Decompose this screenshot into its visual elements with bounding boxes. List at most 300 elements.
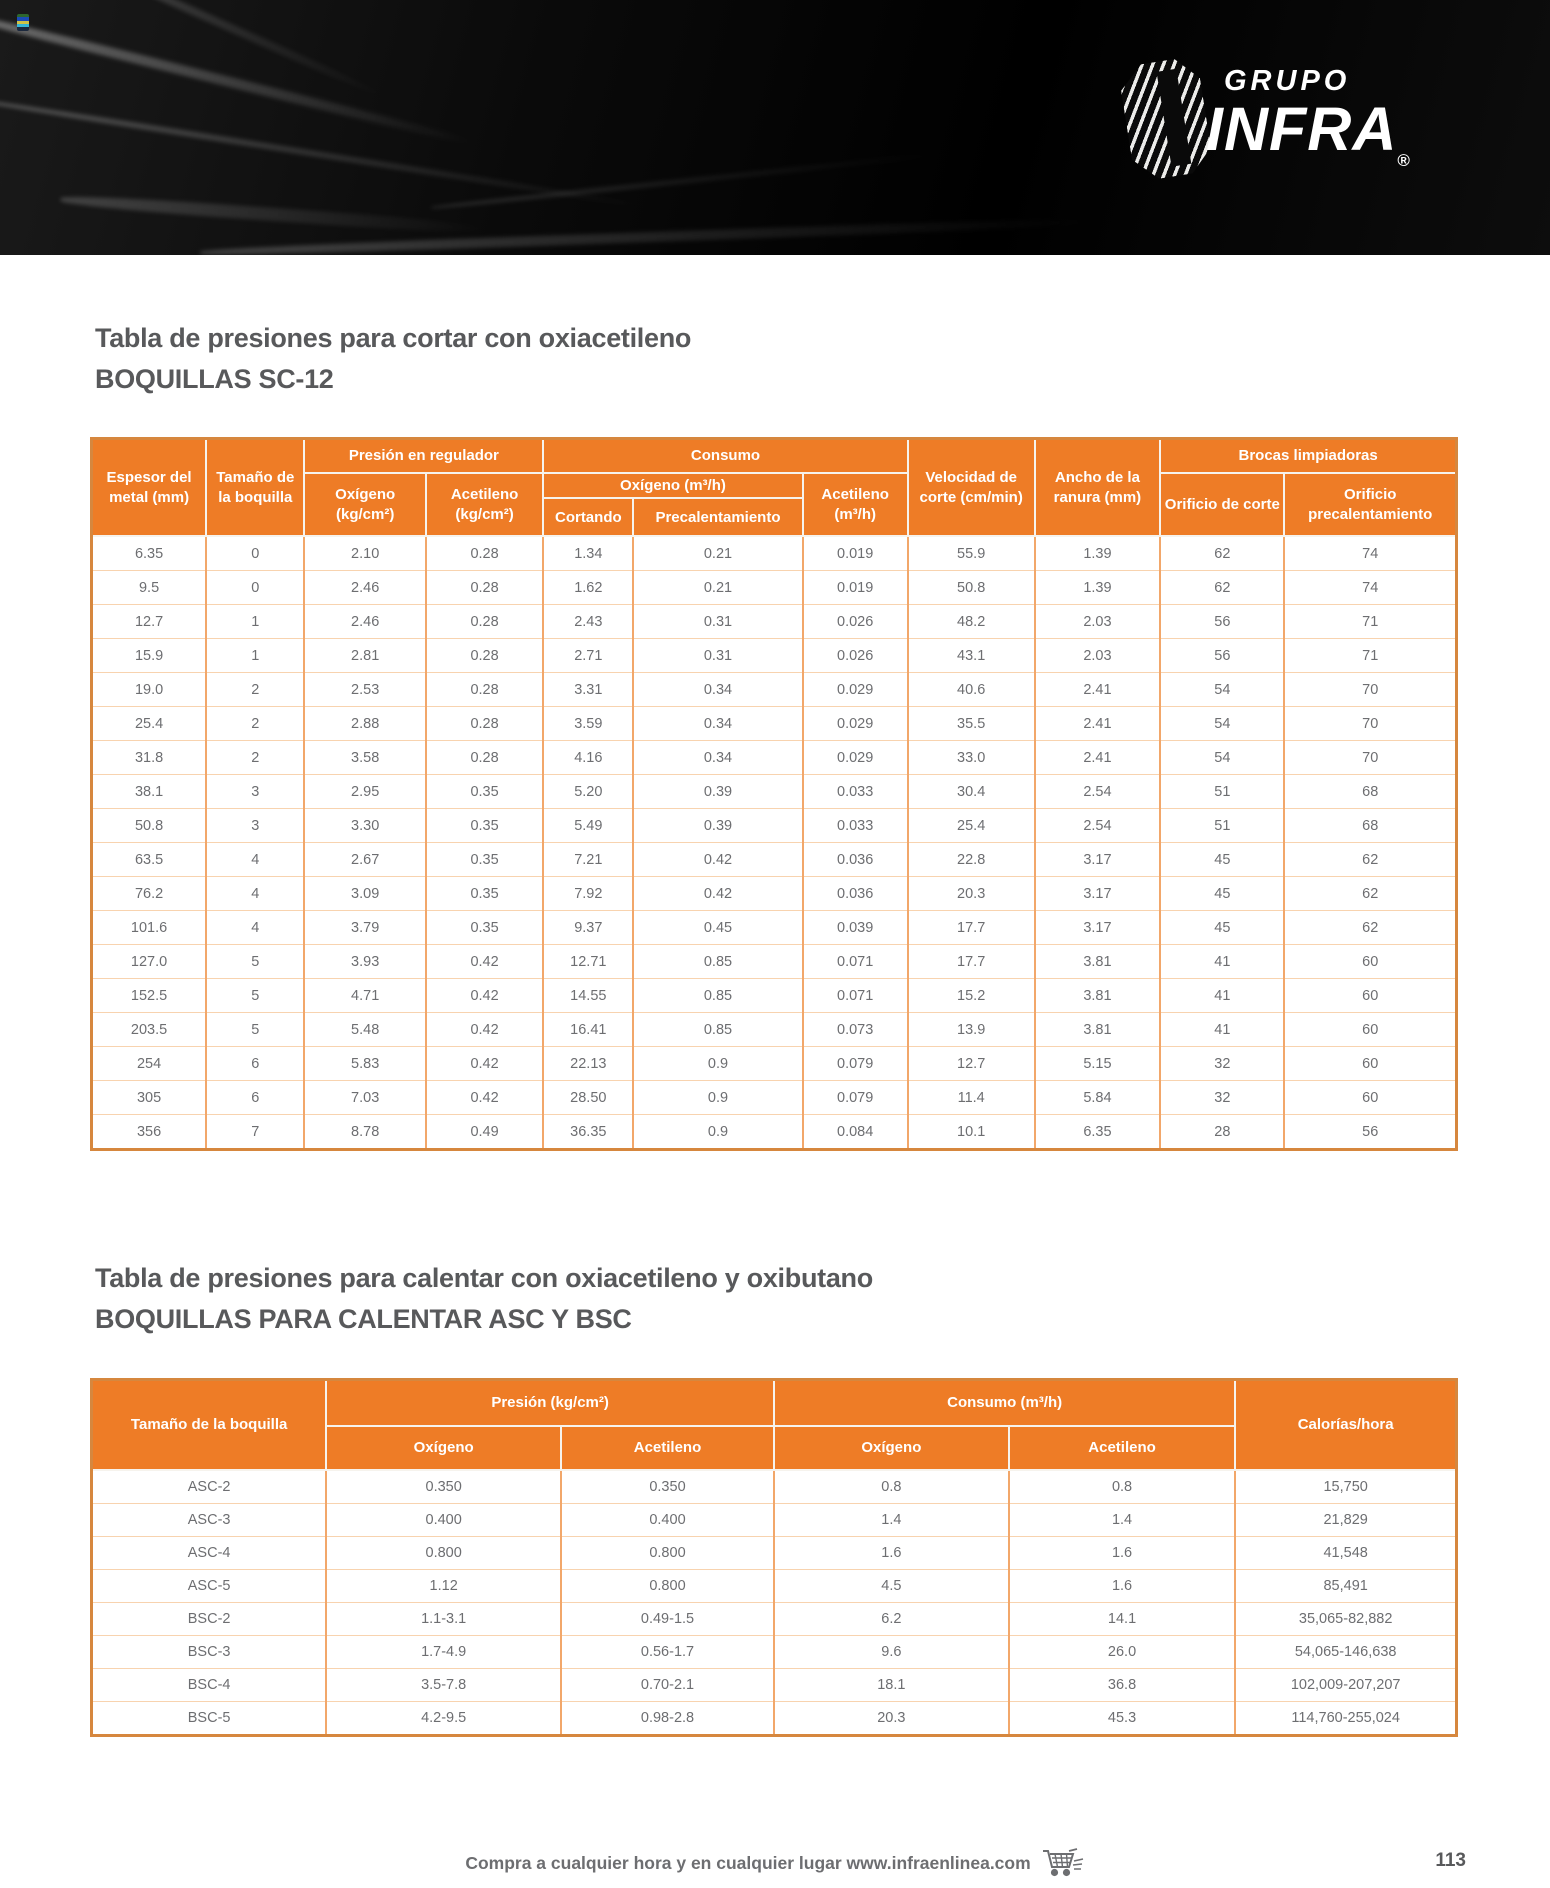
table-cell: 0.85 (633, 1013, 802, 1047)
table-cell: 1.4 (774, 1504, 1009, 1537)
table-cell: 45 (1160, 911, 1284, 945)
table-cell: 41,548 (1235, 1537, 1456, 1570)
header-espesor-del-metal: Espesor del metal (mm) (92, 439, 207, 537)
table-cell: 2.88 (304, 707, 425, 741)
table-cell: 0.49-1.5 (561, 1603, 774, 1636)
table-cell: 0 (206, 536, 304, 571)
table-cell: 127.0 (92, 945, 207, 979)
table-cell: 0.35 (426, 809, 543, 843)
table-cell: 15.2 (908, 979, 1035, 1013)
logo-infra-text (1206, 95, 1410, 170)
header-oxigeno-presion: Oxígeno (326, 1426, 561, 1470)
table-cell: 5.15 (1035, 1047, 1161, 1081)
table-cell: 0.70-2.1 (561, 1669, 774, 1702)
table-cell: 7 (206, 1115, 304, 1150)
table-cell: 3.59 (543, 707, 633, 741)
table-cell: 35,065-82,882 (1235, 1603, 1456, 1636)
header-presion-kg: Presión (kg/cm²) (326, 1380, 774, 1427)
table-cell: 3.5-7.8 (326, 1669, 561, 1702)
table-cell: 2.46 (304, 605, 425, 639)
table-cell: 0.026 (803, 605, 908, 639)
table-cell: 11.4 (908, 1081, 1035, 1115)
table-cell: 4 (206, 911, 304, 945)
table-cell: 32 (1160, 1047, 1284, 1081)
table-cell: 102,009-207,207 (1235, 1669, 1456, 1702)
header-brocas-limpiadoras: Brocas limpiadoras (1160, 439, 1456, 474)
table-cell: 41 (1160, 1013, 1284, 1047)
table-cell: 7.03 (304, 1081, 425, 1115)
table-cell: 1.12 (326, 1570, 561, 1603)
table-cell: 70 (1284, 741, 1456, 775)
table-cell: 41 (1160, 979, 1284, 1013)
header-consumo: Consumo (543, 439, 907, 474)
banner-streak (431, 151, 949, 210)
table-cell: 0.28 (426, 571, 543, 605)
table-cell: 5 (206, 945, 304, 979)
table-cell: 0.019 (803, 536, 908, 571)
table-cell: 62 (1284, 877, 1456, 911)
table-cell: ASC-5 (92, 1570, 327, 1603)
table-row (92, 979, 1457, 1013)
header-acetileno-m3: Acetileno (m³/h) (803, 473, 908, 536)
table-cell: 17.7 (908, 945, 1035, 979)
table-cell: 25.4 (908, 809, 1035, 843)
table-cell: 9.6 (774, 1636, 1009, 1669)
table-cell: 0.8 (774, 1470, 1009, 1504)
table-cell: 9.37 (543, 911, 633, 945)
table-cell: 55.9 (908, 536, 1035, 571)
table-cell: 0.28 (426, 536, 543, 571)
table-cell: 0.800 (326, 1537, 561, 1570)
header-oxigeno-consumo: Oxígeno (774, 1426, 1009, 1470)
header-consumo-m3: Consumo (m³/h) (774, 1380, 1235, 1427)
table-cell: 2.54 (1035, 775, 1161, 809)
section1-title-line1: Tabla de presiones para cortar con oxiacetileno (95, 323, 692, 353)
table-cell: 2.95 (304, 775, 425, 809)
table-cell: 21,829 (1235, 1504, 1456, 1537)
table-cell: 3.17 (1035, 843, 1161, 877)
table-cell: 0.28 (426, 741, 543, 775)
table-cell: 2.67 (304, 843, 425, 877)
header-presion-regulador: Presión en regulador (304, 439, 543, 474)
header-orificio-corte: Orificio de corte (1160, 473, 1284, 536)
table-cell: 54,065-146,638 (1235, 1636, 1456, 1669)
table-row (92, 639, 1457, 673)
table-cell: BSC-5 (92, 1702, 327, 1736)
table-cell: 6.35 (92, 536, 207, 571)
table-cell: 50.8 (908, 571, 1035, 605)
table-cell: 0.98-2.8 (561, 1702, 774, 1736)
table-cell: 203.5 (92, 1013, 207, 1047)
table-cell: 74 (1284, 571, 1456, 605)
table-cell: 0.036 (803, 877, 908, 911)
table-row (92, 1470, 1457, 1504)
section1-title-line2: BOQUILLAS SC-12 (95, 364, 334, 394)
table-cell: 68 (1284, 809, 1456, 843)
table-cell: 2.41 (1035, 707, 1161, 741)
table-cell: 32 (1160, 1081, 1284, 1115)
table-cell: 3.09 (304, 877, 425, 911)
table-cell: 3.58 (304, 741, 425, 775)
table-cell: 12.7 (908, 1047, 1035, 1081)
header-oxigeno-kg: Oxígeno (kg/cm²) (304, 473, 425, 536)
logo-grupo-text: GRUPO (1224, 65, 1351, 97)
table-cell: 3.17 (1035, 911, 1161, 945)
table-cell: 0.400 (561, 1504, 774, 1537)
table-cell: 13.9 (908, 1013, 1035, 1047)
table-cell: 48.2 (908, 605, 1035, 639)
table-cell: 0.029 (803, 673, 908, 707)
table-row (92, 843, 1457, 877)
table-cell: 50.8 (92, 809, 207, 843)
table-cell: 0.35 (426, 877, 543, 911)
table-cell: 76.2 (92, 877, 207, 911)
table-cell: ASC-3 (92, 1504, 327, 1537)
table-cell: 1.7-4.9 (326, 1636, 561, 1669)
heating-table-body (92, 1470, 1457, 1736)
table-cell: 0.45 (633, 911, 802, 945)
table-cell: 0.34 (633, 707, 802, 741)
table-cell: 2 (206, 673, 304, 707)
table-cell: 0.28 (426, 605, 543, 639)
table-cell: ASC-4 (92, 1537, 327, 1570)
table-cell: 10.1 (908, 1115, 1035, 1150)
color-stripes-icon (17, 14, 29, 31)
table-cell: 45 (1160, 877, 1284, 911)
header-oxigeno-m3: Oxígeno (m³/h) (543, 473, 802, 498)
header-acetileno-consumo: Acetileno (1009, 1426, 1236, 1470)
table-cell: 54 (1160, 673, 1284, 707)
table-cell: 1.39 (1035, 571, 1161, 605)
table-cell: 0.39 (633, 775, 802, 809)
table-cell: 33.0 (908, 741, 1035, 775)
table-cell: 4.2-9.5 (326, 1702, 561, 1736)
table-cell: 60 (1284, 1047, 1456, 1081)
table-cell: 62 (1284, 911, 1456, 945)
table-cell: 1 (206, 639, 304, 673)
table-row (92, 1570, 1457, 1603)
table-cell: 0.079 (803, 1081, 908, 1115)
table-cell: BSC-4 (92, 1669, 327, 1702)
table-cell: 1.6 (774, 1537, 1009, 1570)
table-row (92, 775, 1457, 809)
section2-title-line2: BOQUILLAS PARA CALENTAR ASC Y BSC (95, 1304, 632, 1334)
page-number: 113 (1435, 1850, 1466, 1871)
table-cell: 71 (1284, 639, 1456, 673)
table-row (92, 1013, 1457, 1047)
table-cell: 0.8 (1009, 1470, 1236, 1504)
table-cell: 3.81 (1035, 1013, 1161, 1047)
section1-title (95, 318, 691, 400)
registered-trademark-icon: ® (1397, 151, 1410, 170)
table-cell: 0.34 (633, 673, 802, 707)
table-cell: 0.039 (803, 911, 908, 945)
table-cell: 2.10 (304, 536, 425, 571)
table-cell: 0.42 (426, 1047, 543, 1081)
table-cell: 3.93 (304, 945, 425, 979)
table-row (92, 1115, 1457, 1150)
table-cell: 0.42 (633, 843, 802, 877)
table-cell: 5 (206, 979, 304, 1013)
table-cell: 30.4 (908, 775, 1035, 809)
table-cell: 0.28 (426, 707, 543, 741)
table-row (92, 1047, 1457, 1081)
table-cell: 1.34 (543, 536, 633, 571)
table-cell: 0.9 (633, 1115, 802, 1150)
table-row (92, 1537, 1457, 1570)
table-row (92, 1603, 1457, 1636)
table-cell: 0.029 (803, 707, 908, 741)
table-cell: 5.20 (543, 775, 633, 809)
heating-pressure-table (90, 1378, 1458, 1737)
table-cell: 70 (1284, 673, 1456, 707)
table-row (92, 1702, 1457, 1736)
table-cell: 22.13 (543, 1047, 633, 1081)
table-cell: 0.071 (803, 945, 908, 979)
footer-text: Compra a cualquier hora y en cualquier lugar www.infraenlinea.com (465, 1852, 1031, 1873)
table-cell: 9.5 (92, 571, 207, 605)
table-cell: 0.42 (633, 877, 802, 911)
table-cell: 63.5 (92, 843, 207, 877)
table-cell: 1.6 (1009, 1570, 1236, 1603)
table-cell: 0.34 (633, 741, 802, 775)
table-cell: 4.5 (774, 1570, 1009, 1603)
table-row (92, 536, 1457, 571)
table-cell: 25.4 (92, 707, 207, 741)
table-cell: 2.41 (1035, 673, 1161, 707)
table-cell: 0.029 (803, 741, 908, 775)
table-cell: 0.400 (326, 1504, 561, 1537)
table-cell: BSC-3 (92, 1636, 327, 1669)
table-cell: 0.800 (561, 1537, 774, 1570)
table-cell: 0.9 (633, 1081, 802, 1115)
table-cell: 16.41 (543, 1013, 633, 1047)
table-row (92, 809, 1457, 843)
table-cell: 68 (1284, 775, 1456, 809)
table-cell: 6 (206, 1047, 304, 1081)
infra-hex-badge-icon (1117, 55, 1214, 182)
header-acetileno-presion: Acetileno (561, 1426, 774, 1470)
table-cell: 14.1 (1009, 1603, 1236, 1636)
header-calorias-hora: Calorías/hora (1235, 1380, 1456, 1471)
table-cell: 0.28 (426, 639, 543, 673)
table-cell: 356 (92, 1115, 207, 1150)
table-cell: 51 (1160, 809, 1284, 843)
table-cell: 7.92 (543, 877, 633, 911)
table-cell: 0.21 (633, 571, 802, 605)
table-cell: 35.5 (908, 707, 1035, 741)
table-cell: 0.56-1.7 (561, 1636, 774, 1669)
table-cell: 3.17 (1035, 877, 1161, 911)
table-cell: 54 (1160, 707, 1284, 741)
table-row (92, 1081, 1457, 1115)
table-cell: 0.35 (426, 775, 543, 809)
table-cell: 0.42 (426, 1081, 543, 1115)
table-cell: 2 (206, 707, 304, 741)
banner-streak (60, 193, 490, 236)
table-cell: 0.35 (426, 843, 543, 877)
shopping-cart-icon (1041, 1847, 1085, 1879)
cutting-pressure-table (90, 437, 1458, 1151)
grupo-infra-logo (1108, 55, 1448, 195)
table-cell: 71 (1284, 605, 1456, 639)
table-cell: 60 (1284, 945, 1456, 979)
table-row (92, 1636, 1457, 1669)
table-cell: 0.42 (426, 945, 543, 979)
section2-title-line1: Tabla de presiones para calentar con oxiacetileno y oxibutano (95, 1263, 873, 1293)
table-cell: 0.21 (633, 536, 802, 571)
table-cell: BSC-2 (92, 1603, 327, 1636)
table-cell: 15.9 (92, 639, 207, 673)
table-cell: 5.48 (304, 1013, 425, 1047)
table-cell: 0.079 (803, 1047, 908, 1081)
table-cell: 0.9 (633, 1047, 802, 1081)
table-cell: 36.8 (1009, 1669, 1236, 1702)
table-cell: 0.85 (633, 979, 802, 1013)
table-cell: 0.800 (561, 1570, 774, 1603)
table-row (92, 673, 1457, 707)
table-cell: 3.31 (543, 673, 633, 707)
table-row (92, 877, 1457, 911)
table-cell: 3 (206, 809, 304, 843)
table-cell: 56 (1160, 605, 1284, 639)
header-precalentamiento: Precalentamiento (633, 498, 802, 536)
table-cell: 26.0 (1009, 1636, 1236, 1669)
cutting-table-body (92, 536, 1457, 1150)
table-cell: 0.084 (803, 1115, 908, 1150)
table-cell: 0.071 (803, 979, 908, 1013)
table-cell: 2 (206, 741, 304, 775)
table-cell: 20.3 (774, 1702, 1009, 1736)
table-cell: 0.39 (633, 809, 802, 843)
table-cell: 3.81 (1035, 979, 1161, 1013)
table-cell: 2.53 (304, 673, 425, 707)
table-cell: 2.81 (304, 639, 425, 673)
table-cell: 5.84 (1035, 1081, 1161, 1115)
table-cell: 51 (1160, 775, 1284, 809)
table-cell: 0.49 (426, 1115, 543, 1150)
table-cell: 5.49 (543, 809, 633, 843)
table-cell: 8.78 (304, 1115, 425, 1150)
header-banner (0, 0, 1550, 255)
table-cell: 0.31 (633, 605, 802, 639)
table-cell: 0.350 (561, 1470, 774, 1504)
table-cell: 5 (206, 1013, 304, 1047)
table-cell: 0.033 (803, 809, 908, 843)
table-cell: 3.30 (304, 809, 425, 843)
header-velocidad-corte: Velocidad de corte (cm/min) (908, 439, 1035, 537)
header-tamano-boquilla: Tamaño de la boquilla (206, 439, 304, 537)
table-cell: 0.036 (803, 843, 908, 877)
table-cell: 7.21 (543, 843, 633, 877)
table-cell: 152.5 (92, 979, 207, 1013)
table-cell: 6.2 (774, 1603, 1009, 1636)
table-cell: 254 (92, 1047, 207, 1081)
table-cell: 0.033 (803, 775, 908, 809)
table-cell: 62 (1284, 843, 1456, 877)
logo-infra-word: INFRA (1206, 95, 1398, 163)
table-cell: 12.7 (92, 605, 207, 639)
table-cell: 20.3 (908, 877, 1035, 911)
table-cell: 3.79 (304, 911, 425, 945)
table-cell: 2.03 (1035, 605, 1161, 639)
table-cell: 1.1-3.1 (326, 1603, 561, 1636)
table-cell: 28 (1160, 1115, 1284, 1150)
table-cell: 18.1 (774, 1669, 1009, 1702)
table-row (92, 1669, 1457, 1702)
header-tamano-boquilla-2: Tamaño de la boquilla (92, 1380, 327, 1471)
table-cell: 17.7 (908, 911, 1035, 945)
table-cell: 62 (1160, 571, 1284, 605)
table-cell: 0.350 (326, 1470, 561, 1504)
table-cell: 60 (1284, 979, 1456, 1013)
table-cell: 0 (206, 571, 304, 605)
table-row (92, 605, 1457, 639)
table-cell: 6.35 (1035, 1115, 1161, 1150)
table-cell: 56 (1160, 639, 1284, 673)
table-cell: 1.4 (1009, 1504, 1236, 1537)
table-cell: 74 (1284, 536, 1456, 571)
table-cell: 4.71 (304, 979, 425, 1013)
table-cell: 70 (1284, 707, 1456, 741)
table-cell: 1 (206, 605, 304, 639)
table-cell: 0.42 (426, 1013, 543, 1047)
table-cell: 2.46 (304, 571, 425, 605)
table-cell: 0.026 (803, 639, 908, 673)
table-cell: 101.6 (92, 911, 207, 945)
table-cell: 40.6 (908, 673, 1035, 707)
table-cell: 305 (92, 1081, 207, 1115)
table-cell: 3 (206, 775, 304, 809)
table-cell: 4 (206, 877, 304, 911)
table-cell: 60 (1284, 1081, 1456, 1115)
header-ancho-ranura: Ancho de la ranura (mm) (1035, 439, 1161, 537)
table-cell: 1.6 (1009, 1537, 1236, 1570)
table-cell: 2.54 (1035, 809, 1161, 843)
table-cell: ASC-2 (92, 1470, 327, 1504)
cutting-pressure-table-wrap (90, 437, 1458, 1151)
table-cell: 114,760-255,024 (1235, 1702, 1456, 1736)
section2-title (95, 1258, 873, 1340)
table-cell: 2.03 (1035, 639, 1161, 673)
table-cell: 36.35 (543, 1115, 633, 1150)
table-cell: 4 (206, 843, 304, 877)
table-cell: 62 (1160, 536, 1284, 571)
table-cell: 0.85 (633, 945, 802, 979)
table-row (92, 741, 1457, 775)
table-cell: 1.39 (1035, 536, 1161, 571)
table-cell: 15,750 (1235, 1470, 1456, 1504)
table-cell: 56 (1284, 1115, 1456, 1150)
footer (0, 1843, 1550, 1883)
table-cell: 4.16 (543, 741, 633, 775)
table-row (92, 571, 1457, 605)
table-cell: 54 (1160, 741, 1284, 775)
table-cell: 1.62 (543, 571, 633, 605)
table-row (92, 911, 1457, 945)
table-cell: 0.28 (426, 673, 543, 707)
heating-pressure-table-wrap (90, 1378, 1458, 1737)
table-cell: 0.42 (426, 979, 543, 1013)
table-cell: 41 (1160, 945, 1284, 979)
table-cell: 85,491 (1235, 1570, 1456, 1603)
table-cell: 19.0 (92, 673, 207, 707)
table-cell: 12.71 (543, 945, 633, 979)
badge-core-shape (1157, 69, 1192, 166)
table-cell: 45 (1160, 843, 1284, 877)
table-cell: 22.8 (908, 843, 1035, 877)
header-acetileno-kg: Acetileno (kg/cm²) (426, 473, 543, 536)
